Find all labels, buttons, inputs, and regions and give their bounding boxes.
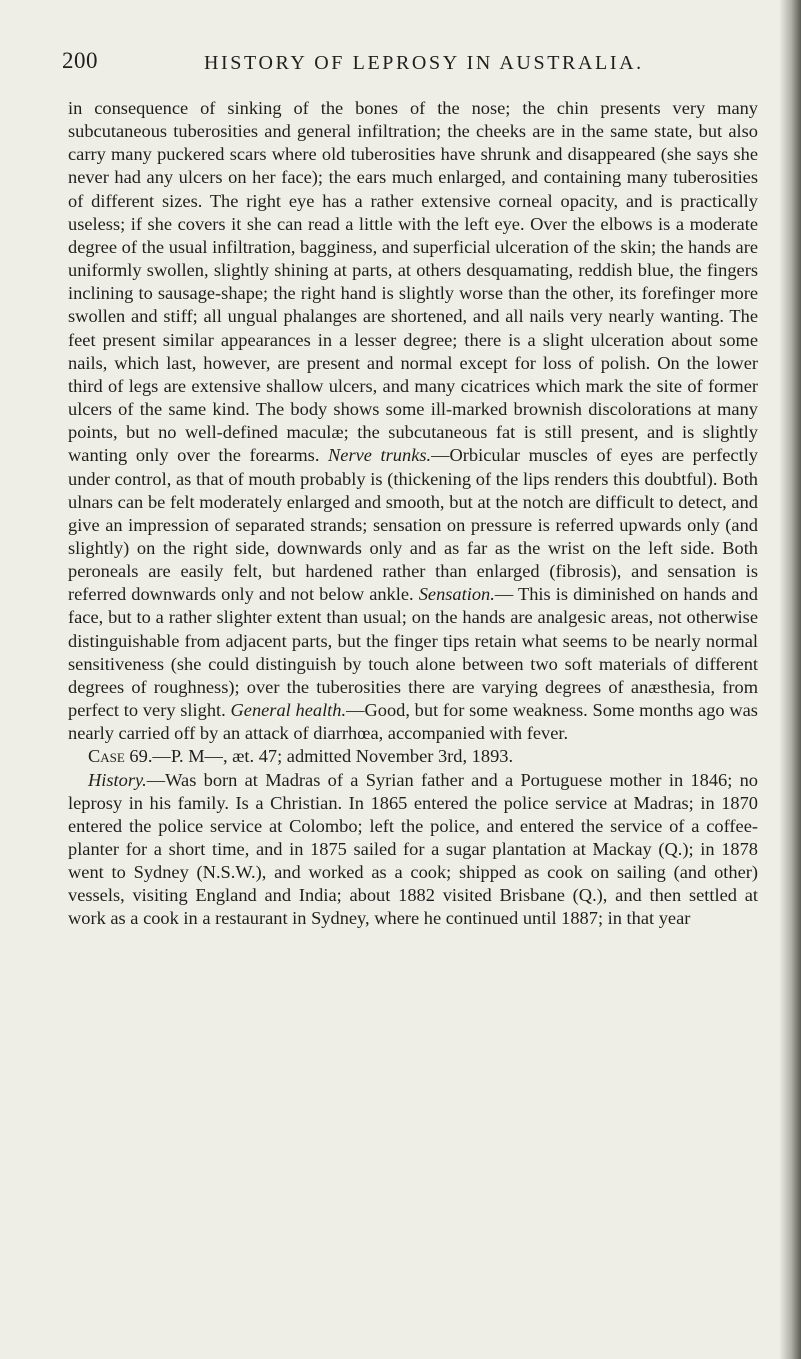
- case-label: Case 69.: [88, 746, 153, 767]
- general-health-heading: General health.: [230, 700, 347, 721]
- running-title: HISTORY OF LEPROSY IN AUSTRALIA.: [204, 52, 644, 74]
- paragraph-text: —Orbicular muscles of eyes are perfectly under control, as that of mouth probably is (thickening of the lips renders this doubtful). Both ulnars can be felt moderately enlarged and smooth, but at the notch are difficult to detect, and give an impression of separated strands; sensation on pressure is referred upwards only (and slightly) on the right side, downwards only and as far as the wrist on the left side. Both peroneals are easily felt, but hardened rather than enlarged (fibrosis), and sensation is referred downwards only and not below ankle.: [68, 445, 758, 605]
- history-text: —Was born at Madras of a Syrian father and a Portuguese mother in 1846; no leprosy in his family. Is a Christian. In 1865 entered the police service at Madras; in 1870 entered the police service at Colombo; left the police, and entered the service of a coffee-planter for a short time, and in 1875 sailed for a sugar plantation at Mackay (Q.); in 1878 went to Sydney (N.S.W.), and worked as a cook; shipped as cook on sailing (and other) vessels, visiting England and India; about 1882 visited Brisbane (Q.), and then settled at work as a cook in a restaurant in Sydney, where he continued until 1887; in that year: [68, 769, 758, 929]
- sensation-heading: Sensation.: [418, 584, 495, 605]
- paragraph-text: —Good, but for some weakness. Some months ago was nearly carried off by an attack of diarrhœa, accompanied with fever.: [68, 700, 758, 744]
- body-text: [68, 97, 758, 931]
- case-68-paragraph: [68, 97, 758, 745]
- case-69-heading-line: [68, 745, 758, 768]
- page-number: 200: [62, 48, 98, 73]
- nerve-trunks-heading: Nerve trunks.: [328, 445, 432, 466]
- page-edge-shadow: [779, 0, 801, 1359]
- case-details: —P. M—, æt. 47; admitted November 3rd, 1893.: [152, 746, 514, 767]
- history-paragraph: [68, 769, 758, 931]
- page-header: [62, 48, 762, 88]
- history-heading: History.: [88, 769, 147, 790]
- paragraph-text: — This is diminished on hands and face, but to a rather slighter extent than usual; on the hands are analgesic areas, not otherwise distinguishable from adjacent parts, but the finger tips retain what seems to be nearly normal sensitiveness (she could distinguish by touch alone between two soft materials of different degrees of roughness); over the tuberosities there are varying degrees of anæsthesia, from perfect to very slight.: [68, 584, 758, 721]
- paragraph-text: in consequence of sinking of the bones of the nose; the chin presents very many subcutaneous tuberosities and general infiltration; the cheeks are in the same state, but also carry many puckered scars where old tuberosities have shrunk and disappeared (she says she never had any ulcers on her face); the ears much enlarged, and containing many tuberosities of different sizes. The right eye has a rather extensive corneal opacity, and is practically useless; if she covers it she can read a little with the left eye. Over the elbows is a moderate degree of the usual infiltration, bagginess, and superficial ulceration of the skin; the hands are uniformly swollen, slightly shining at parts, at others desquamating, reddish blue, the fingers inclining to sausage-shape; the right hand is slightly worse than the other, its forefinger more swollen and stiff; all ungual phalanges are shortened, and all nails very nearly wanting. The feet present similar appearances in a lesser degree; there is a slight ulceration about some nails, which last, however, are present and normal except for loss of polish. On the lower third of legs are extensive shallow ulcers, and many cicatrices which mark the site of former ulcers of the same kind. The body shows some ill-marked brownish discolorations at many points, but no well-defined maculæ; the subcutaneous fat is still present, and is slightly wanting only over the forearms.: [68, 98, 758, 466]
